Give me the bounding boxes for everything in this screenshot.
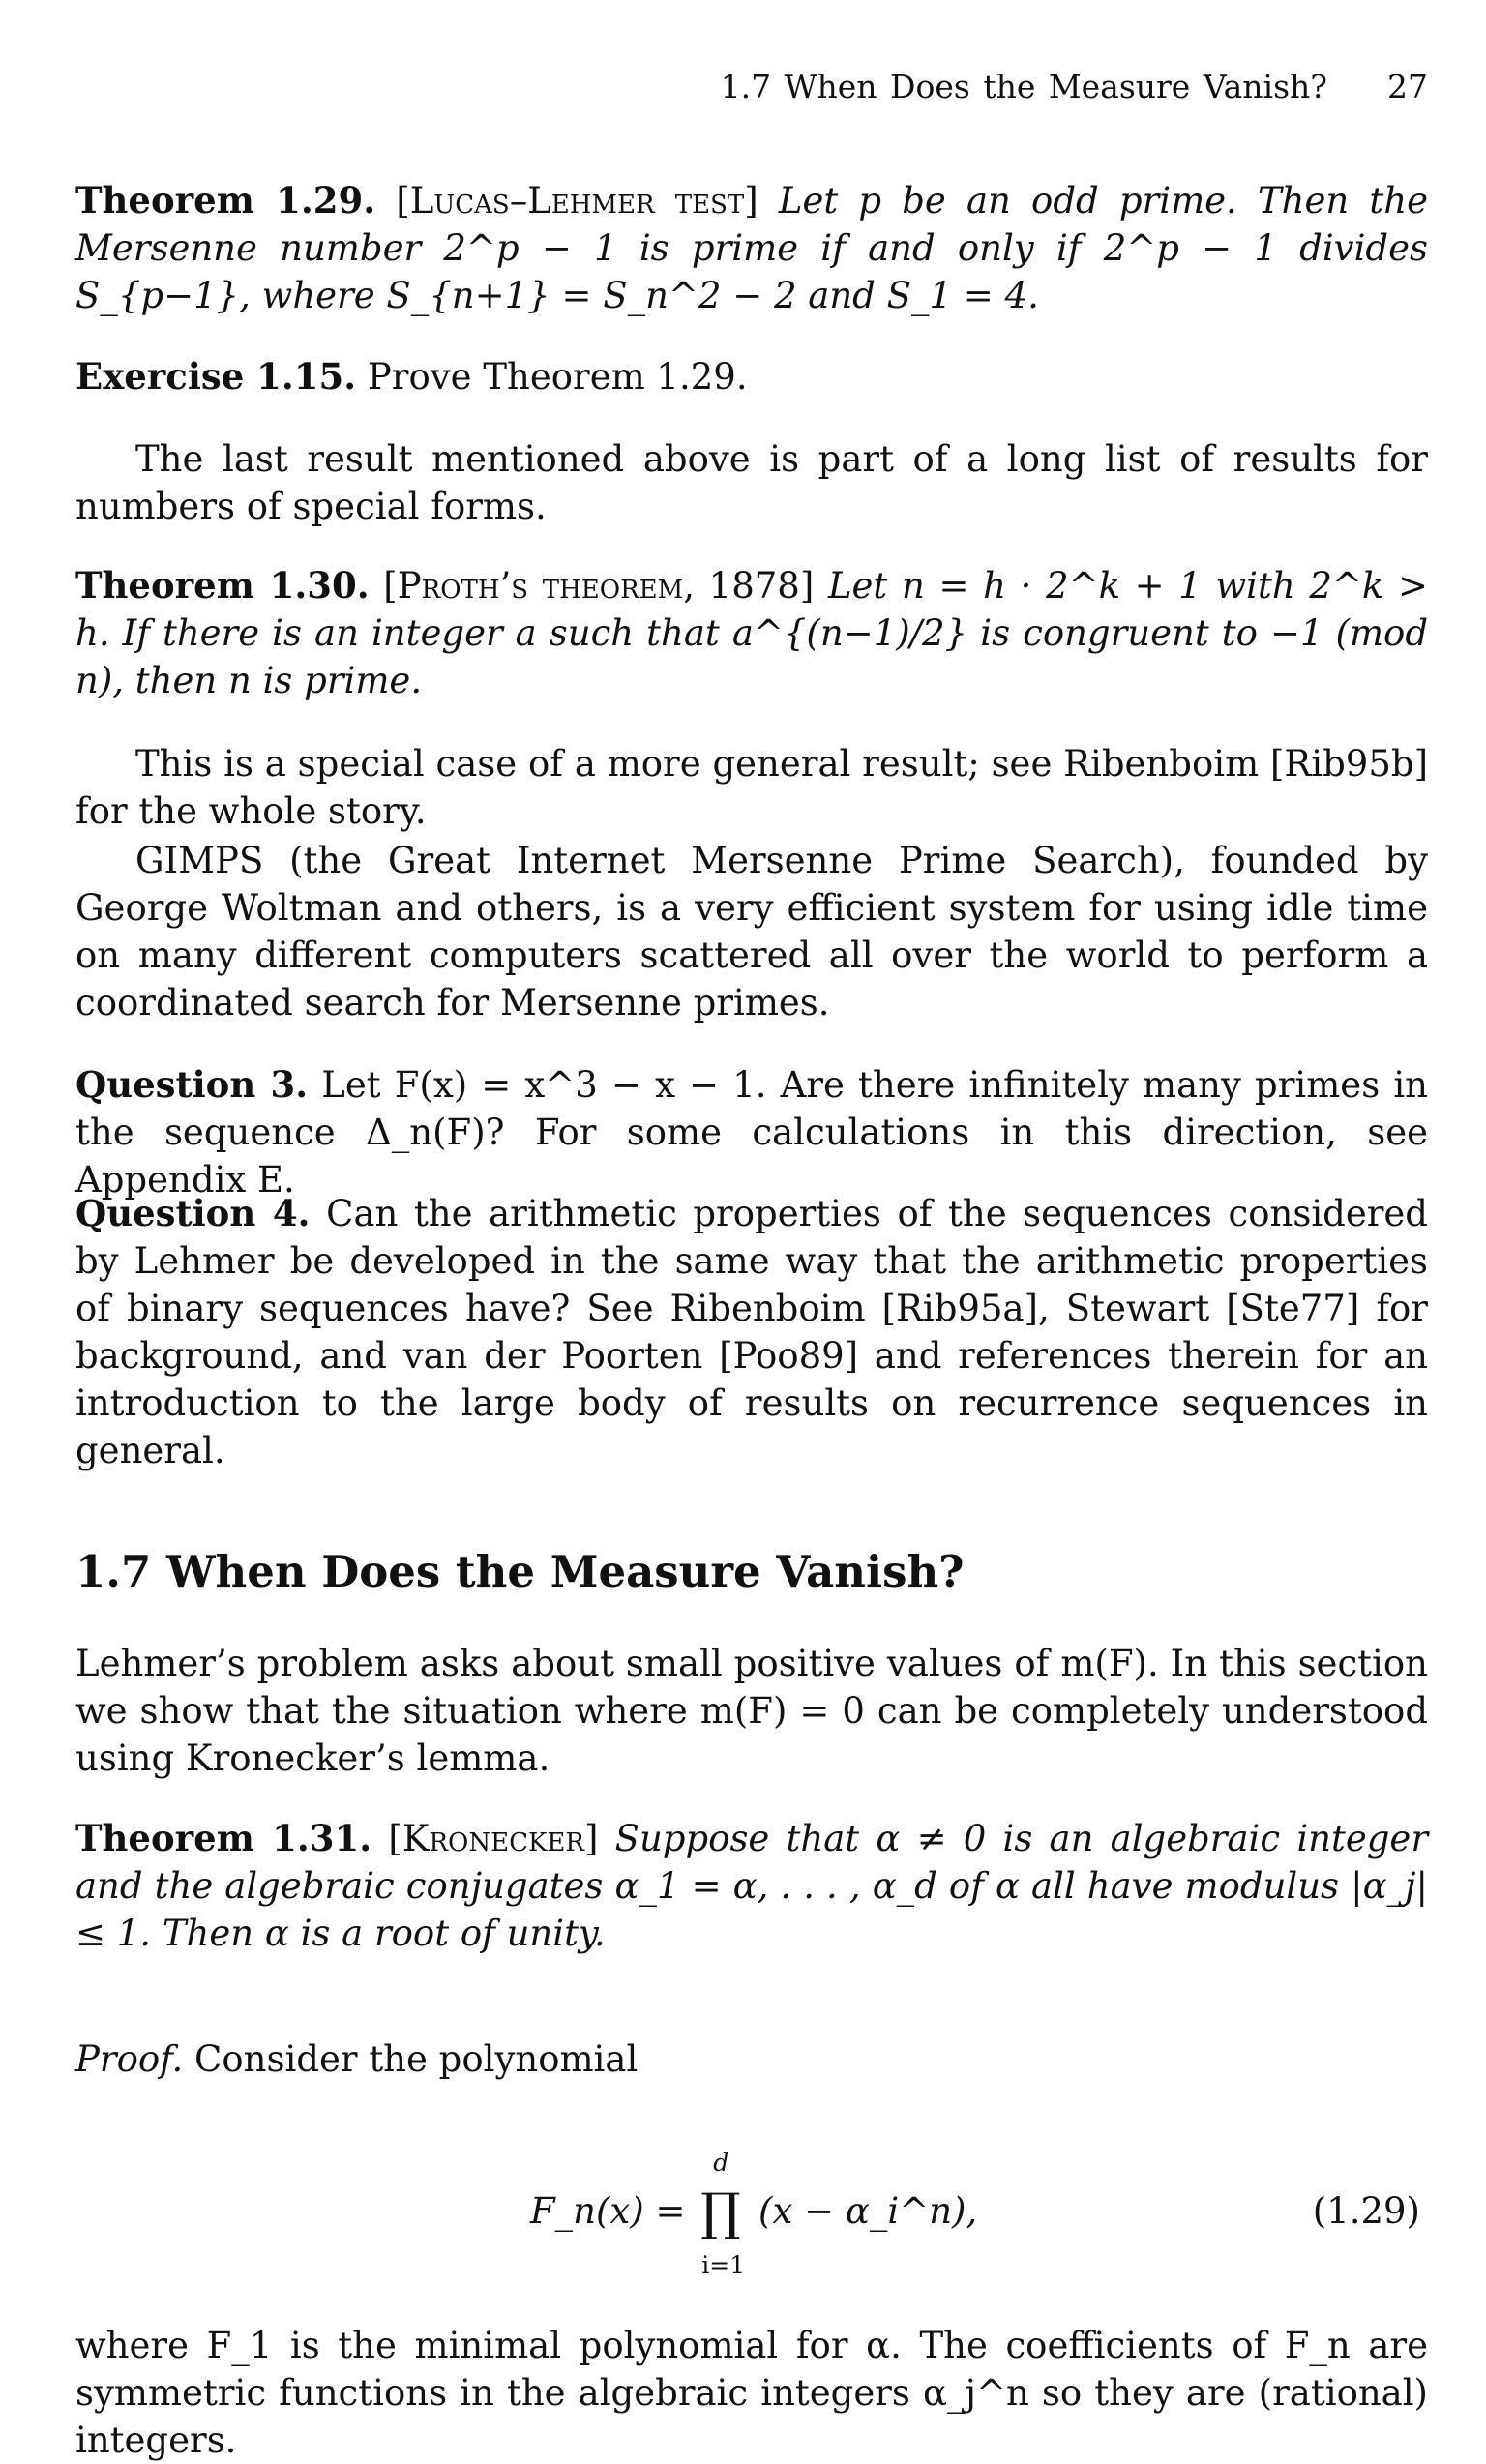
theorem-1-29 — [75, 177, 1428, 319]
equation-factor: (x − α_i^n), — [758, 2190, 978, 2232]
product-symbol: ∏ — [700, 2183, 741, 2241]
exercise-1-15-label: Exercise 1.15. — [75, 355, 357, 398]
equation-body — [530, 2149, 978, 2279]
exercise-1-15-text: Prove Theorem 1.29. — [367, 356, 748, 398]
paragraph-special-forms: The last result mentioned above is part of a long list of results for numbers of special forms. — [75, 438, 1428, 527]
equation-number: (1.29) — [1312, 2190, 1420, 2232]
question-3-text: Let F(x) = x^3 − x − 1. Are there infinitely many primes in the sequence Δ_n(F)? For some calculations in this direction, see Appendix E. — [75, 1064, 1428, 1201]
product-upper-limit: d — [713, 2149, 729, 2177]
theorem-1-30 — [75, 562, 1428, 704]
theorem-1-31-label: Theorem 1.31. — [75, 1817, 372, 1859]
theorem-1-30-statement: Let n = h · 2^k + 1 with 2^k > h. If there is an integer a such that a^{(n−1)/2} is congruent to −1 (mod n), then n is prime. — [75, 565, 1429, 701]
paragraph-lehmer-problem: Lehmer’s problem asks about small positive values of m(F). In this section we show that the situation where m(F) = 0 can be completely understood using Kronecker’s lemma. — [75, 1643, 1428, 1779]
theorem-1-31 — [75, 1815, 1428, 1957]
proof-text: Consider the polynomial — [194, 2038, 639, 2080]
theorem-1-29-name: [Lucas–Lehmer test] — [396, 180, 758, 222]
equation-lhs: F_n(x) = — [530, 2190, 686, 2232]
book-page — [75, 0, 1429, 2461]
running-header-title: 1.7 When Does the Measure Vanish? — [720, 68, 1327, 105]
running-header — [721, 68, 1428, 105]
question-4 — [75, 1190, 1428, 1474]
exercise-1-15 — [75, 353, 1428, 401]
question-3-label: Question 3. — [75, 1063, 309, 1106]
question-4-label: Question 4. — [75, 1192, 311, 1234]
question-3 — [75, 1061, 1428, 1203]
product-lower-limit: i=1 — [701, 2251, 746, 2279]
equation-1-29 — [75, 2149, 1428, 2281]
paragraph-minimal-polynomial: where F_1 is the minimal polynomial for α. The coefficients of F_n are symmetric functions in the algebraic integers α_j^n so they are (rational) integers. — [75, 2325, 1428, 2461]
theorem-1-30-label: Theorem 1.30. — [75, 564, 370, 607]
proof-label: Proof. — [75, 2038, 184, 2080]
product-operator — [697, 2149, 747, 2279]
section-heading: 1.7 When Does the Measure Vanish? — [75, 1546, 965, 1597]
theorem-1-31-statement: Suppose that α ≠ 0 is an algebraic integer and the algebraic conjugates α_1 = α, . . . , α_d of α all have modulus |α_j| ≤ 1. Then α is a root of unity. — [75, 1818, 1429, 1954]
theorem-1-30-name: [Proth’s theorem, 1878] — [383, 565, 815, 607]
paragraph-gimps: GIMPS (the Great Internet Mersenne Prime Search), founded by George Woltman and others, is a very efficient system for using idle time on many different computers scattered all over the world to perform a coordinated search for Mersenne primes. — [75, 840, 1428, 1024]
paragraph-ribenboim: This is a special case of a more general result; see Ribenboim [Rib95b] for the whole story. — [75, 743, 1428, 832]
theorem-1-29-label: Theorem 1.29. — [75, 179, 376, 222]
proof-intro — [75, 2035, 1428, 2083]
theorem-1-31-name: [Kronecker] — [388, 1818, 599, 1859]
page-number: 27 — [1387, 68, 1428, 105]
question-4-text: Can the arithmetic properties of the sequences considered by Lehmer be developed in the same way that the arithmetic properties of binary sequences have? See Ribenboim [Rib95a], Stewart [Ste77] for background, and van der Poorten [Poo89] and references therein for an introduction to the large body of results on recurrence sequences in general. — [75, 1193, 1428, 1471]
theorem-1-29-statement: Let p be an odd prime. Then the Mersenne number 2^p − 1 is prime if and only if 2^p − 1 divides S_{p−1}, where S_{n+1} = S_n^2 − 2 and S_1 = 4. — [75, 180, 1428, 316]
